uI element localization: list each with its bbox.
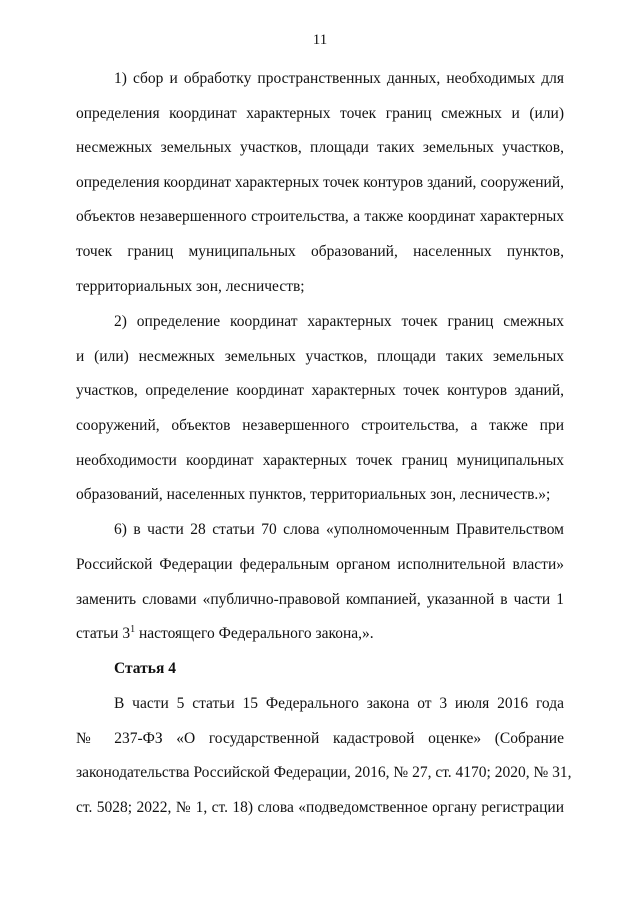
text-line: необходимости координат характерных точек границ муниципальных: [76, 452, 564, 469]
text-line: 2) определение координат характерных точек границ смежных: [114, 313, 564, 330]
text-line: 1) сбор и обработку пространственных данных, необходимых для: [114, 70, 564, 87]
text-line: объектов незавершенного строительства, а также координат характерных: [76, 208, 564, 225]
superscript: 1: [130, 623, 136, 635]
text-line: ст. 5028; 2022, № 1, ст. 18) слова «подведомственное органу регистрации: [76, 799, 564, 816]
text-line: законодательства Российской Федерации, 2016, № 27, ст. 4170; 2020, № 31,: [76, 764, 572, 781]
text-line: образований, населенных пунктов, территориальных зон, лесничеств.»;: [76, 486, 551, 503]
text-line: № 237-ФЗ «О государственной кадастровой оценке» (Собрание: [76, 730, 564, 747]
text-line: [76, 623, 564, 645]
text-fragment: настоящего Федерального закона,».: [135, 625, 374, 642]
text-fragment: статьи 3: [76, 625, 131, 642]
text-line: Российской Федерации федеральным органом исполнительной власти»: [76, 556, 564, 573]
text-line: несмежных земельных участков, площади таких земельных участков,: [76, 139, 564, 156]
text-line: заменить словами «публично-правовой компанией, указанной в части 1: [76, 591, 564, 608]
page-number: 11: [312, 32, 328, 48]
text-line: определения координат характерных точек контуров зданий, сооружений,: [76, 174, 564, 191]
text-line: и (или) несмежных земельных участков, площади таких земельных: [76, 348, 564, 365]
text-line: участков, определение координат характерных точек контуров зданий,: [76, 382, 564, 399]
text-line: точек границ муниципальных образований, населенных пунктов,: [76, 243, 564, 260]
text-line: определения координат характерных точек границ смежных и (или): [76, 105, 564, 122]
text-line: территориальных зон, лесничеств;: [76, 278, 305, 295]
article-heading: Статья 4: [114, 660, 176, 677]
text-line: сооружений, объектов незавершенного строительства, а также при: [76, 417, 564, 434]
text-line: 6) в части 28 статьи 70 слова «уполномоченным Правительством: [114, 521, 564, 538]
text-line: В части 5 статьи 15 Федерального закона от 3 июля 2016 года: [114, 695, 564, 712]
